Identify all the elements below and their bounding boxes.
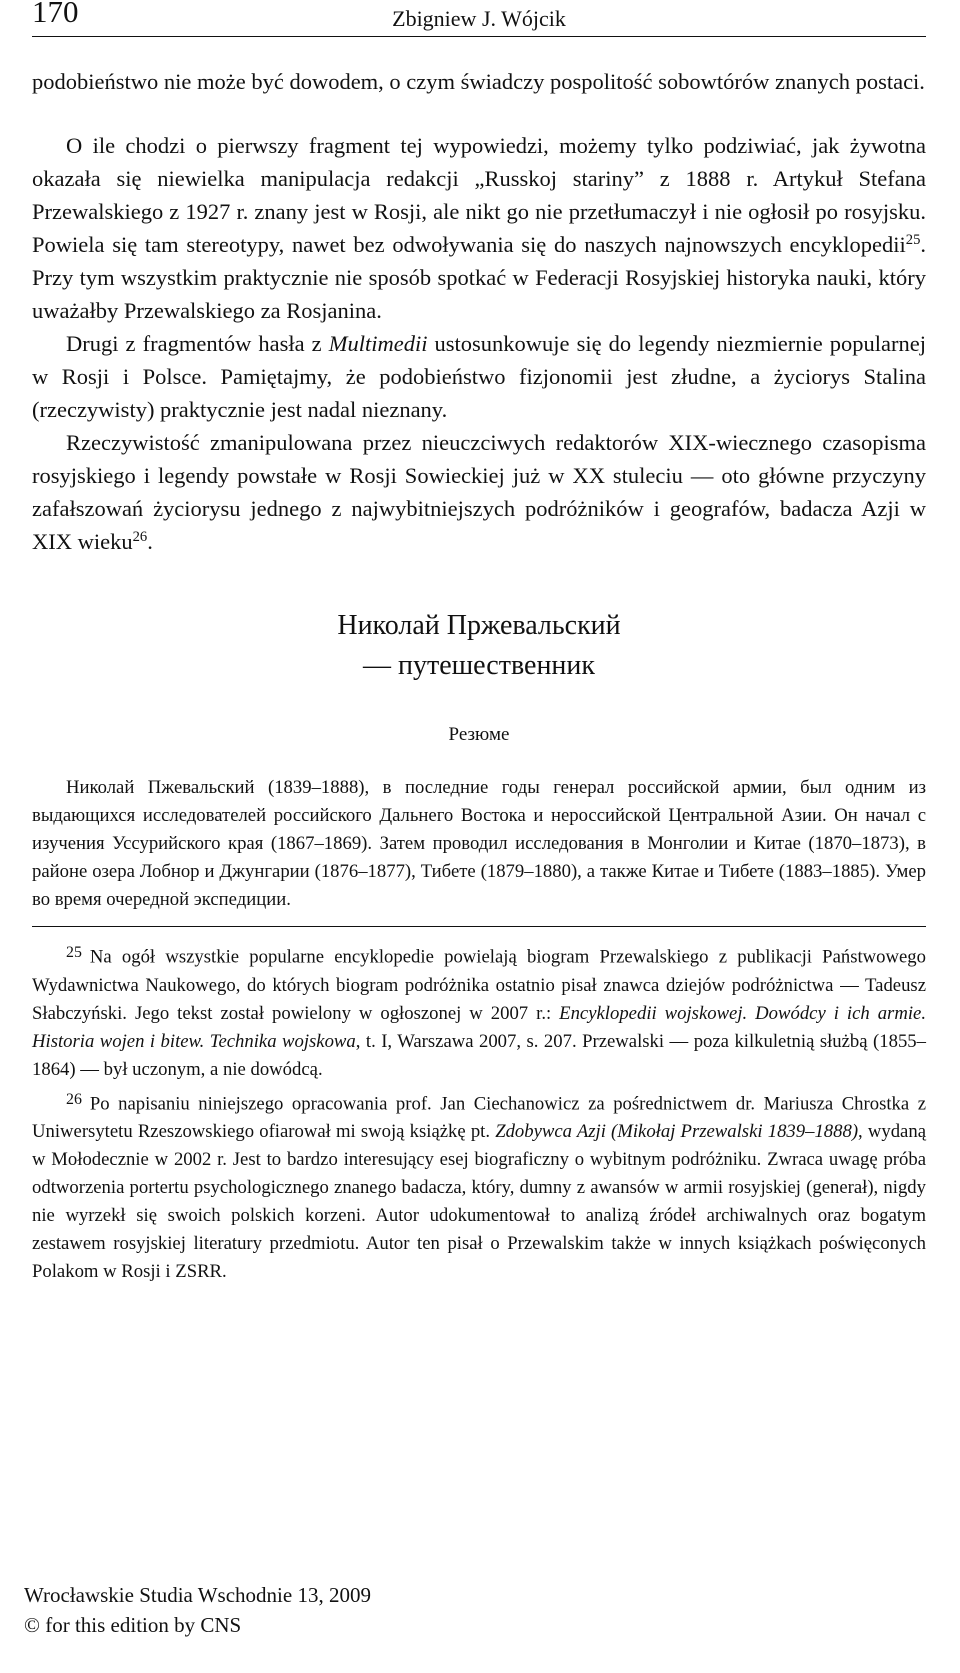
paragraph-3-text-b: ustosunkowuje się do legendy niezmiernie popularnej w Rosji i Polsce. Pamiętajmy, że podobieństwo fizjonomii jest złudne, a życiorys Stalina (rzeczywisty) praktycznie jest nadal nieznany. <box>32 331 926 422</box>
footnote-ref-25[interactable]: 25 <box>905 231 921 248</box>
footnote-25-text-b: , t. I, Warszawa 2007, s. 207. Przewalski — poza kilkuletnią służbą (1855–1864) — był uczonym, a nie dowódcą. <box>32 1030 926 1080</box>
resume-heading: Резюме <box>448 724 510 745</box>
paragraph-1 <box>32 65 926 98</box>
page-footer <box>24 1580 371 1640</box>
footnote-25-italic: Encyklopedii wojskowej. Dowódcy i ich armie. Historia wojen i bitew. Technika wojskowa <box>32 1002 926 1052</box>
footnote-25 <box>32 939 926 1084</box>
paragraph-3-text-a: Drugi z fragmentów hasła z <box>66 331 329 356</box>
footnote-26 <box>32 1086 926 1287</box>
footnote-26-text-b: , wydaną w Mołodecznie w 2002 r. Jest to bardzo interesujący esej biograficzny o wybitnym podróżniku. Zwraca uwagę próba odtworzenia portertu psychologicznego znanego badacza, który, dumny z awansów w armii rosyjskiej (generał), nigdy nie wyrzekł się swoich polskich korzeni. Autor udokumentował to analizą źródeł archiwalnych oraz bogatym zestawem rosyjskiej literatury przedmiotu. Autor ten pisał o Przewalskim także w innych książkach poświęconych Polakom w Rosji i ZSRR. <box>32 1121 926 1283</box>
russian-title-line-2: — путешественник <box>362 650 596 681</box>
page-header <box>32 0 926 37</box>
russian-section-title <box>32 606 926 686</box>
paragraph-2-text-b: . Przy tym wszystkim praktycznie nie sposób spotkać w Federacji Rosyjskiej historyka nauki, który uważałby Przewalskiego za Rosjanina. <box>32 232 926 323</box>
paragraph-1-text: podobieństwo nie może być dowodem, o czym świadczy pospolitość sobowtórów znanych postaci. <box>32 69 925 94</box>
footnote-divider <box>32 926 926 927</box>
paragraph-4-text-a: Rzeczywistość zmanipulowana przez nieuczciwych redaktorów XIX-wiecznego czasopisma rosyjskiego i legendy powstałe w Rosji Sowieckiej już w XX stuleciu — oto główne przyczyny zafałszowań życiorysu jednego z najwybitniejszych podróżników i geografów, badacza Azji w XIX wieku <box>32 430 926 554</box>
footnote-26-mark: 26 <box>66 1090 82 1108</box>
paragraph-4 <box>32 426 926 558</box>
resume-text: Николай Пжевальский (1839–1888), в последние годы генерал российской армии, был одним из выдающихся исследователей российского Дальнего Востока и нероссийской Центральной Азии. Он начал с изучения Уссурийского края (1867–1869). Затем проводил исследования в Монголии и Китае (1870–1873), в районе озера Лобнор и Джунгарии (1876–1877), Тибете (1879–1880), а также Китае и Тибете (1883–1885). Умер во время очередной экспедиции. <box>32 777 926 910</box>
paragraph-3-italic: Multimedii <box>328 331 428 356</box>
footnotes <box>32 939 926 1286</box>
paragraph-4-text-b: . <box>147 529 153 554</box>
paragraph-2-text-a: O ile chodzi o pierwszy fragment tej wypowiedzi, możemy tylko podziwiać, jak żywotna okazała się niewielka manipulacja redakcji „Russkoj stariny” z 1888 r. Artykuł Stefana Przewalskiego z 1927 r. znany jest w Rosji, ale nikt go nie przetłumaczył i nie ogłosił po rosyjsku. Powiela się tam stereotypy, nawet bez odwoływania się do naszych najnowszych encyklopedii <box>32 133 926 257</box>
russian-title-line-1: Николай Пржевальский <box>337 610 621 641</box>
main-text <box>32 65 926 558</box>
running-head-author: Zbigniew J. Wójcik <box>392 6 566 31</box>
paragraph-3 <box>32 327 926 426</box>
footnote-26-italic: Zdobywca Azji (Mikołaj Przewalski 1839–1888) <box>495 1121 859 1143</box>
footnote-ref-26[interactable]: 26 <box>132 528 148 545</box>
footnote-25-mark: 25 <box>66 944 82 961</box>
journal-citation: Wrocławskie Studia Wschodnie 13, 2009 <box>24 1583 371 1607</box>
footnote-25-text-a: Na ogół wszystkie popularne encyklopedie powielają biogram Przewalskiego z publikacji Państwowego Wydawnictwa Naukowego, do których biogram podróżnika ostatnio pisał znawca dziejów podróżnictwa — Tadeusz Słabczyński. Jego tekst został powielony w ogłoszonej w 2007 r.: <box>32 946 926 1024</box>
footnote-26-text-a: Po napisaniu niniejszego opracowania prof. Jan Ciechanowicz za pośrednictwem dr. Mariusza Chrostka z Uniwersytetu Rzeszowskiego ofiarował mi swoją książkę pt. <box>32 1093 926 1143</box>
page-number: 170 <box>32 0 79 29</box>
paragraph-2 <box>32 129 926 327</box>
copyright-line: © for this edition by CNS <box>24 1613 242 1637</box>
